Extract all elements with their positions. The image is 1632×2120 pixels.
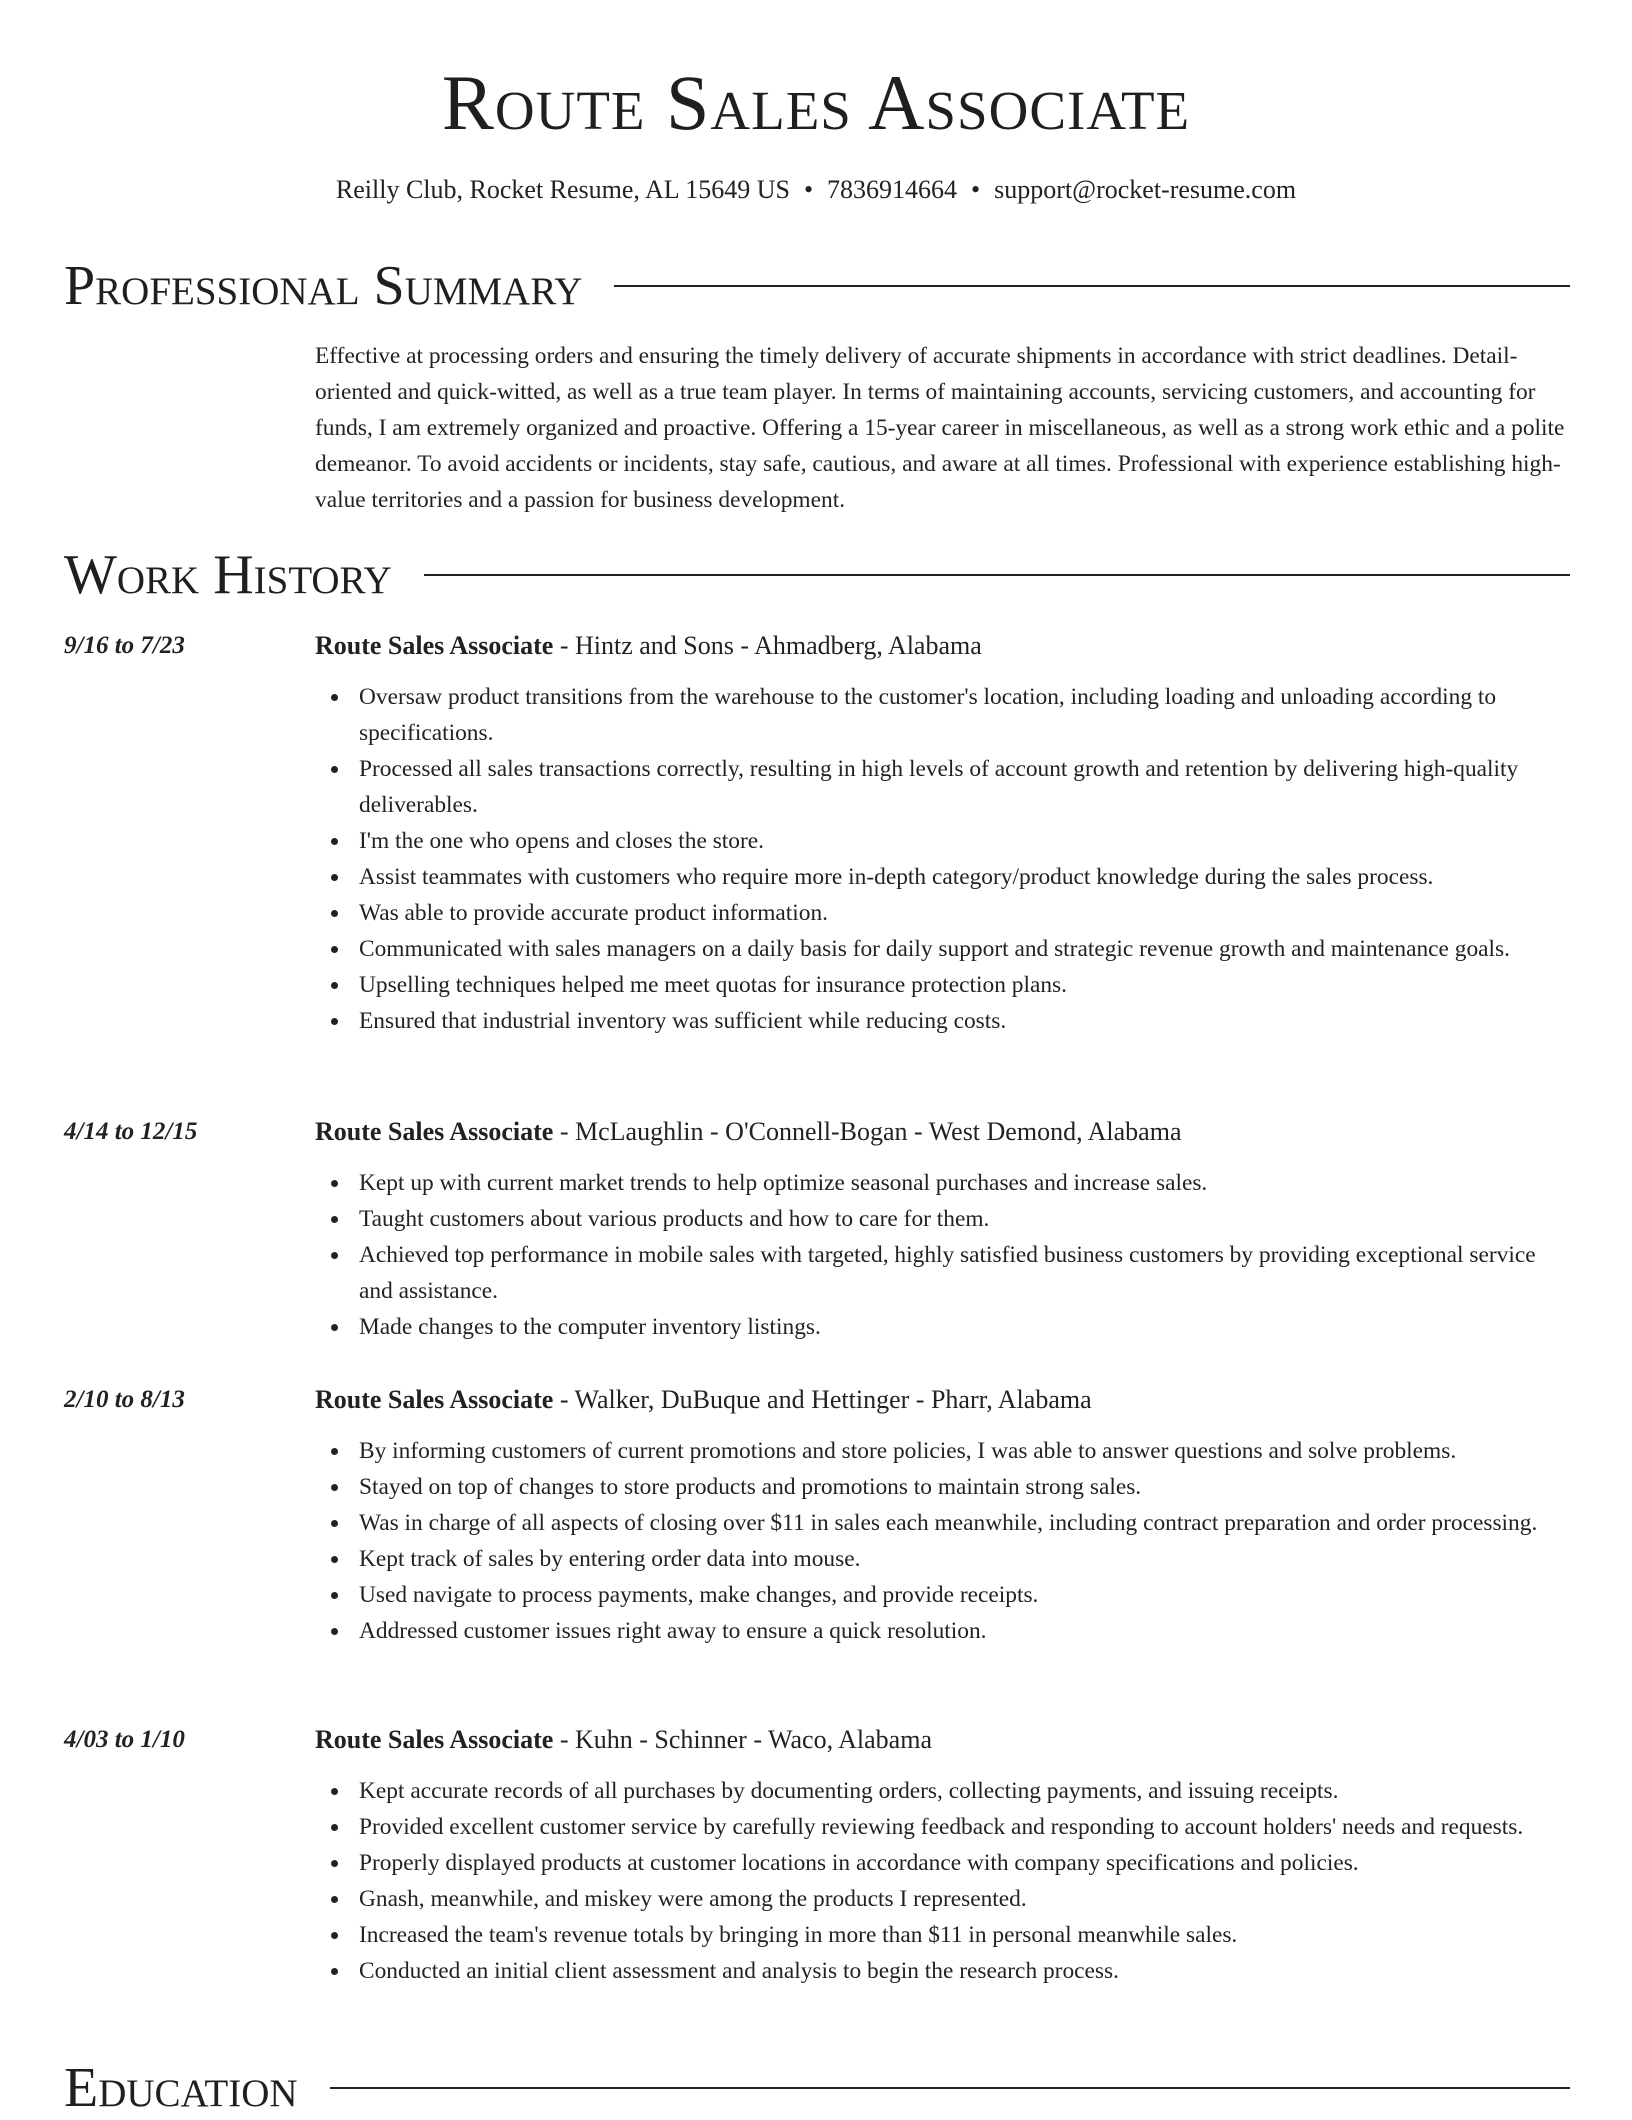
resume-name: Route Sales Associate <box>441 59 1191 146</box>
job-bullet: Increased the team's revenue totals by bringing in more than $11 in personal meanwhile sales. <box>315 1917 1575 1953</box>
section-heading-work-history <box>64 543 1570 607</box>
job-dates: 2/10 to 8/13 <box>64 1386 185 1413</box>
job-bullet: Ensured that industrial inventory was sufficient while reducing costs. <box>315 1003 1575 1039</box>
job-bullet: Was in charge of all aspects of closing over $11 in sales each meanwhile, including contract preparation and order processing. <box>315 1505 1575 1541</box>
section-title: Professional Summary <box>64 255 583 317</box>
job-company: - Kuhn - Schinner - Waco, Alabama <box>553 1725 932 1754</box>
job-role: Route Sales Associate <box>315 631 554 660</box>
contact-line <box>0 172 1632 208</box>
job-bullet: Processed all sales transactions correctly, resulting in high levels of account growth and retention by delivering high-quality deliverables. <box>315 751 1575 823</box>
job-bullet: By informing customers of current promotions and store policies, I was able to answer questions and solve problems. <box>315 1433 1575 1469</box>
section-divider <box>330 2087 1570 2089</box>
job-bullet: Made changes to the computer inventory listings. <box>315 1309 1575 1345</box>
job-bullet: Assist teammates with customers who require more in-depth category/product knowledge during the sales process. <box>315 859 1575 895</box>
section-heading-summary <box>64 254 1570 318</box>
job-bullet: Communicated with sales managers on a daily basis for daily support and strategic revenue growth and maintenance goals. <box>315 931 1575 967</box>
job-dates: 4/14 to 12/15 <box>64 1118 198 1145</box>
job-dates: 4/03 to 1/10 <box>64 1726 185 1753</box>
job-bullet: Addressed customer issues right away to ensure a quick resolution. <box>315 1613 1575 1649</box>
job-header <box>315 1723 932 1757</box>
job-dates: 9/16 to 7/23 <box>64 632 185 659</box>
section-divider <box>424 574 1570 576</box>
contact-separator: • <box>803 175 814 204</box>
job-role: Route Sales Associate <box>315 1725 554 1754</box>
job-bullet: Was able to provide accurate product information. <box>315 895 1575 931</box>
job-header <box>315 1383 1092 1417</box>
job-header <box>315 629 982 663</box>
job-bullet: I'm the one who opens and closes the store. <box>315 823 1575 859</box>
job-bullet: Upselling techniques helped me meet quotas for insurance protection plans. <box>315 967 1575 1003</box>
contact-email: support@rocket-resume.com <box>994 175 1297 204</box>
job-bullet: Kept accurate records of all purchases by documenting orders, collecting payments, and issuing receipts. <box>315 1773 1575 1809</box>
job-header <box>315 1115 1181 1149</box>
job-bullet: Kept up with current market trends to help optimize seasonal purchases and increase sales. <box>315 1165 1575 1201</box>
job-bullet: Stayed on top of changes to store products and promotions to maintain strong sales. <box>315 1469 1575 1505</box>
job-bullets <box>315 679 1575 1039</box>
contact-address: Reilly Club, Rocket Resume, AL 15649 US <box>335 175 790 204</box>
job-bullet: Gnash, meanwhile, and miskey were among the products I represented. <box>315 1881 1575 1917</box>
job-bullet: Properly displayed products at customer locations in accordance with company specifications and policies. <box>315 1845 1575 1881</box>
contact-separator: • <box>971 175 981 204</box>
section-heading-education <box>64 2056 1570 2120</box>
job-company: - McLaughlin - O'Connell-Bogan - West Demond, Alabama <box>553 1117 1182 1146</box>
job-bullets <box>315 1773 1575 1989</box>
job-bullet: Provided excellent customer service by carefully reviewing feedback and responding to account holders' needs and requests. <box>315 1809 1575 1845</box>
job-bullet: Taught customers about various products and how to care for them. <box>315 1201 1575 1237</box>
section-divider <box>614 285 1570 287</box>
section-title: Education <box>64 2057 298 2119</box>
job-bullet: Achieved top performance in mobile sales with targeted, highly satisfied business customers by providing exceptional service and assistance. <box>315 1237 1575 1309</box>
job-bullet: Used navigate to process payments, make changes, and provide receipts. <box>315 1577 1575 1613</box>
job-company: - Walker, DuBuque and Hettinger - Pharr, Alabama <box>553 1385 1092 1414</box>
job-role: Route Sales Associate <box>315 1117 554 1146</box>
job-role: Route Sales Associate <box>315 1385 554 1414</box>
job-bullet: Kept track of sales by entering order data into mouse. <box>315 1541 1575 1577</box>
job-bullets <box>315 1165 1575 1345</box>
job-company: - Hintz and Sons - Ahmadberg, Alabama <box>553 631 982 660</box>
job-bullets <box>315 1433 1575 1649</box>
job-bullet: Oversaw product transitions from the warehouse to the customer's location, including loading and unloading according to specifications. <box>315 679 1575 751</box>
summary-text: Effective at processing orders and ensuring the timely delivery of accurate shipments in accordance with strict deadlines. Detail-oriented and quick-witted, as well as a true team player. In terms of maintaining accounts, servicing customers, and accounting for funds, I am extremely organized and proactive. Offering a 15-year career in miscellaneous, as well as a strong work ethic and a polite demeanor. To avoid accidents or incidents, stay safe, cautious, and aware at all times. Professional with experience establishing high-value territories and a passion for business development. <box>315 343 1565 513</box>
job-bullet: Conducted an initial client assessment and analysis to begin the research process. <box>315 1953 1575 1989</box>
section-title: Work History <box>64 544 392 606</box>
contact-phone: 7836914664 <box>827 175 958 204</box>
